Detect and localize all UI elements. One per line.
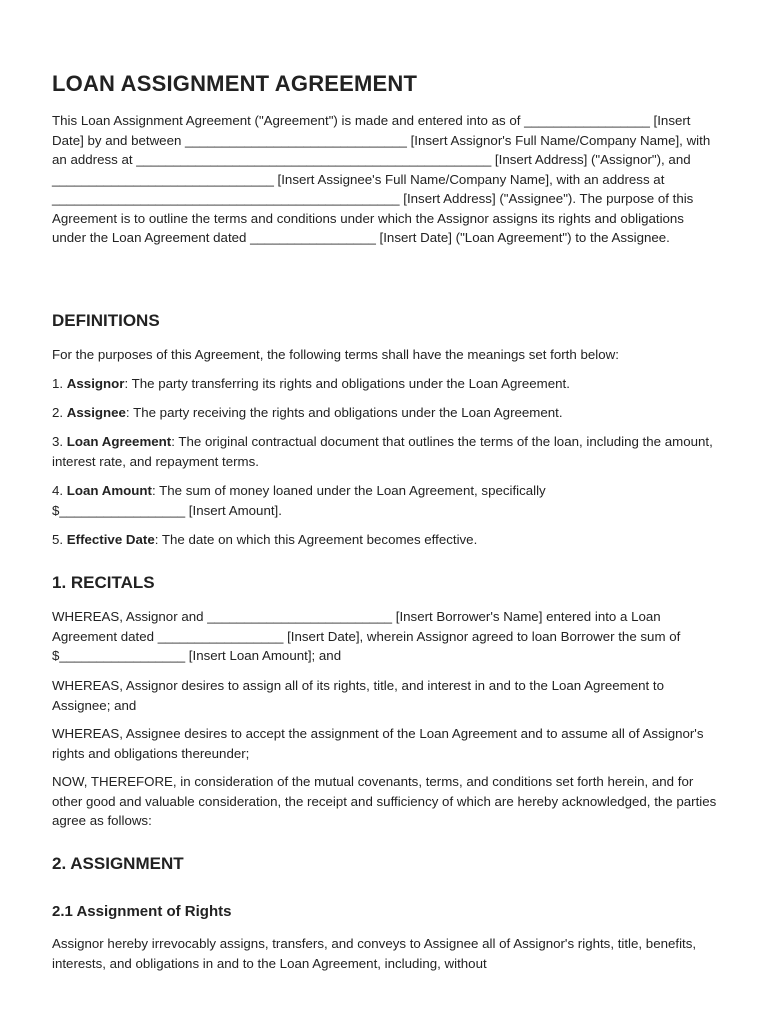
definition-item [52, 403, 720, 423]
definition-item [52, 374, 720, 394]
item-text: : The original contractual document that outlines the terms of the loan, including the amount, interest rate, and repayment terms. [52, 434, 713, 469]
item-number: 5. [52, 532, 64, 547]
assignment-heading: 2. ASSIGNMENT [52, 854, 184, 873]
document-title: LOAN ASSIGNMENT AGREEMENT [52, 71, 418, 96]
definition-item [52, 530, 720, 550]
item-term: Assignor [66, 376, 125, 391]
item-number: 1. [52, 376, 64, 391]
item-text: : The date on which this Agreement becomes effective. [154, 532, 478, 547]
definitions-lead: For the purposes of this Agreement, the following terms shall have the meanings set forth below: [52, 347, 619, 362]
definitions-heading: DEFINITIONS [52, 311, 160, 330]
item-term: Loan Agreement [66, 434, 172, 449]
item-text: : The party transferring its rights and obligations under the Loan Agreement. [124, 376, 570, 391]
recital-paragraph: WHEREAS, Assignor desires to assign all of its rights, title, and interest in and to the Loan Agreement to Assignee; and [52, 678, 664, 713]
item-term: Assignee [66, 405, 126, 420]
recitals-heading: 1. RECITALS [52, 573, 155, 592]
item-term: Effective Date [66, 532, 155, 547]
definition-item [52, 432, 720, 471]
item-number: 2. [52, 405, 64, 420]
item-term: Loan Amount [66, 483, 152, 498]
item-text: : The party receiving the rights and obligations under the Loan Agreement. [125, 405, 563, 420]
definition-item [52, 481, 652, 520]
assignment-paragraph: Assignor hereby irrevocably assigns, transfers, and conveys to Assignee all of Assignor's rights, title, benefits, interests, and obligations in and to the Loan Agreement, including, without [52, 936, 697, 971]
assignment-subheading: 2.1 Assignment of Rights [52, 903, 232, 920]
item-number: 4. [52, 483, 64, 498]
recital-paragraph: WHEREAS, Assignor and _________________________ [Insert Borrower's Name] entered into a Loan Agreement dated _________________ [Insert Date], wherein Assignor agreed to loan Borrower the sum of $_________________ [Insert Loan Amount]; and [52, 609, 681, 663]
recital-paragraph: NOW, THEREFORE, in consideration of the mutual covenants, terms, and conditions set forth herein, and for other good and valuable consideration, the receipt and sufficiency of which are hereby acknowledged, the parties agree as follows: [52, 774, 717, 828]
intro-paragraph: This Loan Assignment Agreement ("Agreement") is made and entered into as of _________________ [Insert Date] by and between ______________________________ [Insert Assignor's Full Name/Company Name], with an address at ________________________________________________ [Insert Address] ("Assignor"), and ______________________________ [Insert Assignee's Full Name/Company Name], with an address at _______________________________________________ [Insert Address] ("Assignee"). The purpose of this Agreement is to outline the terms and conditions under which the Assignor assigns its rights and obligations under the Loan Agreement dated _________________ [Insert Date] ("Loan Agreement") to the Assignee. [52, 113, 711, 245]
recital-paragraph: WHEREAS, Assignee desires to accept the assignment of the Loan Agreement and to assume all of Assignor's rights and obligations thereunder; [52, 726, 704, 761]
item-number: 3. [52, 434, 64, 449]
item-text: : The sum of money loaned under the Loan Agreement, specifically $_________________ [Insert Amount]. [52, 483, 546, 518]
